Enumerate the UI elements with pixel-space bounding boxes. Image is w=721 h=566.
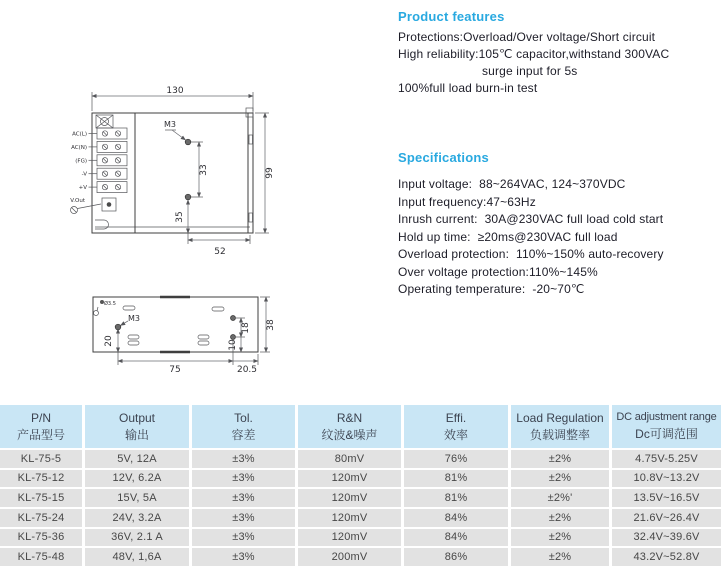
table-cell: ±2%	[511, 548, 609, 566]
dim-hole-bottom-label: 35	[175, 211, 185, 223]
specifications-title: Specifications	[398, 150, 489, 165]
table-cell: ±3%	[192, 489, 295, 507]
features-section	[398, 9, 669, 97]
table-cell: ±3%	[192, 509, 295, 527]
terminal-label-plus-v: +V	[78, 185, 87, 192]
terminal-label-acn: AC(N)	[71, 144, 87, 151]
table-cell: ±2%	[511, 529, 609, 547]
table-cell: 120mV	[298, 489, 401, 507]
spec-line: Input voltage: 88~264VAC, 124~370VDC	[398, 177, 626, 191]
table-cell: 21.6V~26.4V	[612, 509, 721, 527]
dim-bottom-span-label: 52	[214, 247, 226, 257]
spec-table-body	[0, 450, 721, 566]
table-cell: 80mV	[298, 450, 401, 468]
table-cell: 13.5V~16.5V	[612, 489, 721, 507]
dim-end-offset-label: 20.5	[236, 365, 258, 375]
table-cell: 15V, 5A	[85, 489, 189, 507]
front-screw-label: M3	[164, 120, 176, 129]
table-cell: 120mV	[298, 470, 401, 488]
table-header-cell: Output 输出	[85, 405, 189, 448]
table-header-cell: DC adjustment range Dc可调范围	[612, 405, 721, 448]
dim-hole-edge-label: 10	[228, 339, 238, 351]
terminal-label-fg: (FG)	[75, 158, 87, 165]
table-cell: KL-75-5	[0, 450, 82, 468]
table-cell: ±2%	[511, 470, 609, 488]
table-cell: KL-75-36	[0, 529, 82, 547]
table-header-cell: P/N 产品型号	[0, 405, 82, 448]
table-cell: 4.75V-5.25V	[612, 450, 721, 468]
table-cell: 81%	[404, 470, 508, 488]
bottom-screw-label: M3	[128, 314, 140, 323]
table-cell: ±3%	[192, 529, 295, 547]
spec-line: Operating temperature: -20~70℃	[398, 282, 585, 296]
table-cell: 120mV	[298, 529, 401, 547]
table-cell: 12V, 6.2A	[85, 470, 189, 488]
feature-line: surge input for 5s	[482, 64, 578, 78]
table-cell: KL-75-12	[0, 470, 82, 488]
dim-width-label: 130	[166, 86, 184, 96]
table-header-cell: Tol. 容差	[192, 405, 295, 448]
table-cell: 76%	[404, 450, 508, 468]
table-cell: 5V, 12A	[85, 450, 189, 468]
dim-holes-span-label: 18	[241, 322, 251, 334]
table-cell: 84%	[404, 509, 508, 527]
table-cell: 32.4V~39.6V	[612, 529, 721, 547]
table-cell: 81%	[404, 489, 508, 507]
features-title: Product features	[398, 9, 505, 24]
spec-line: Hold up time: ≥20ms@230VAC full load	[398, 229, 618, 244]
terminal-label-minus-v: -V	[81, 171, 87, 178]
table-cell: ±2%	[511, 450, 609, 468]
table-cell: ±3%	[192, 450, 295, 468]
spec-line: Input frequency:47~63Hz	[398, 194, 536, 209]
table-cell: 200mV	[298, 548, 401, 566]
table-header-cell: Load Regulation 负载调整率	[511, 405, 609, 448]
table-cell: KL-75-15	[0, 489, 82, 507]
spec-line: Overload protection: 110%~150% auto-recovery	[398, 247, 664, 261]
table-cell: ±2%	[511, 509, 609, 527]
table-cell: 120mV	[298, 509, 401, 527]
dim-hole-span-label: 33	[199, 164, 209, 176]
bottom-view-drawing	[75, 288, 305, 383]
table-cell: KL-75-24	[0, 509, 82, 527]
table-cell: 48V, 1,6A	[85, 548, 189, 566]
terminal-label-vout: V.Out	[70, 198, 85, 204]
table-cell: KL-75-48	[0, 548, 82, 566]
table-header-cell: R&N 纹波&噪声	[298, 405, 401, 448]
dim-hole-bottom-label-bv: 20	[104, 335, 114, 347]
feature-line: High reliability:105℃ capacitor,withstand 300VAC	[398, 47, 670, 61]
table-cell: 10.8V~13.2V	[612, 470, 721, 488]
spec-line: Inrush current: 30A@230VAC full load cold start	[398, 212, 664, 226]
table-cell: 43.2V~52.8V	[612, 548, 721, 566]
spec-line: Over voltage protection:110%~145%	[398, 264, 598, 279]
table-cell: 86%	[404, 548, 508, 566]
dim-length-label: 75	[169, 365, 181, 375]
table-cell: ±3%	[192, 548, 295, 566]
front-view-drawing	[55, 82, 325, 272]
dim-depth-label: 38	[266, 319, 276, 331]
terminal-label-acl: AC(L)	[72, 131, 87, 138]
feature-line: 100%full load burn-in test	[398, 81, 538, 95]
feature-line: Protections:Overload/Over voltage/Short circuit	[398, 30, 656, 44]
table-cell: 24V, 3.2A	[85, 509, 189, 527]
hole-diameter-label: Ø3.5	[104, 301, 116, 307]
table-cell: 84%	[404, 529, 508, 547]
terminal-block-row	[97, 128, 127, 193]
specifications-section	[398, 150, 664, 299]
spec-table-header	[0, 405, 721, 448]
table-header-cell: Effi. 效率	[404, 405, 508, 448]
table-cell: ±2%'	[511, 489, 609, 507]
table-cell: ±3%	[192, 470, 295, 488]
dim-height-label: 99	[265, 167, 275, 179]
table-cell: 36V, 2.1 A	[85, 529, 189, 547]
